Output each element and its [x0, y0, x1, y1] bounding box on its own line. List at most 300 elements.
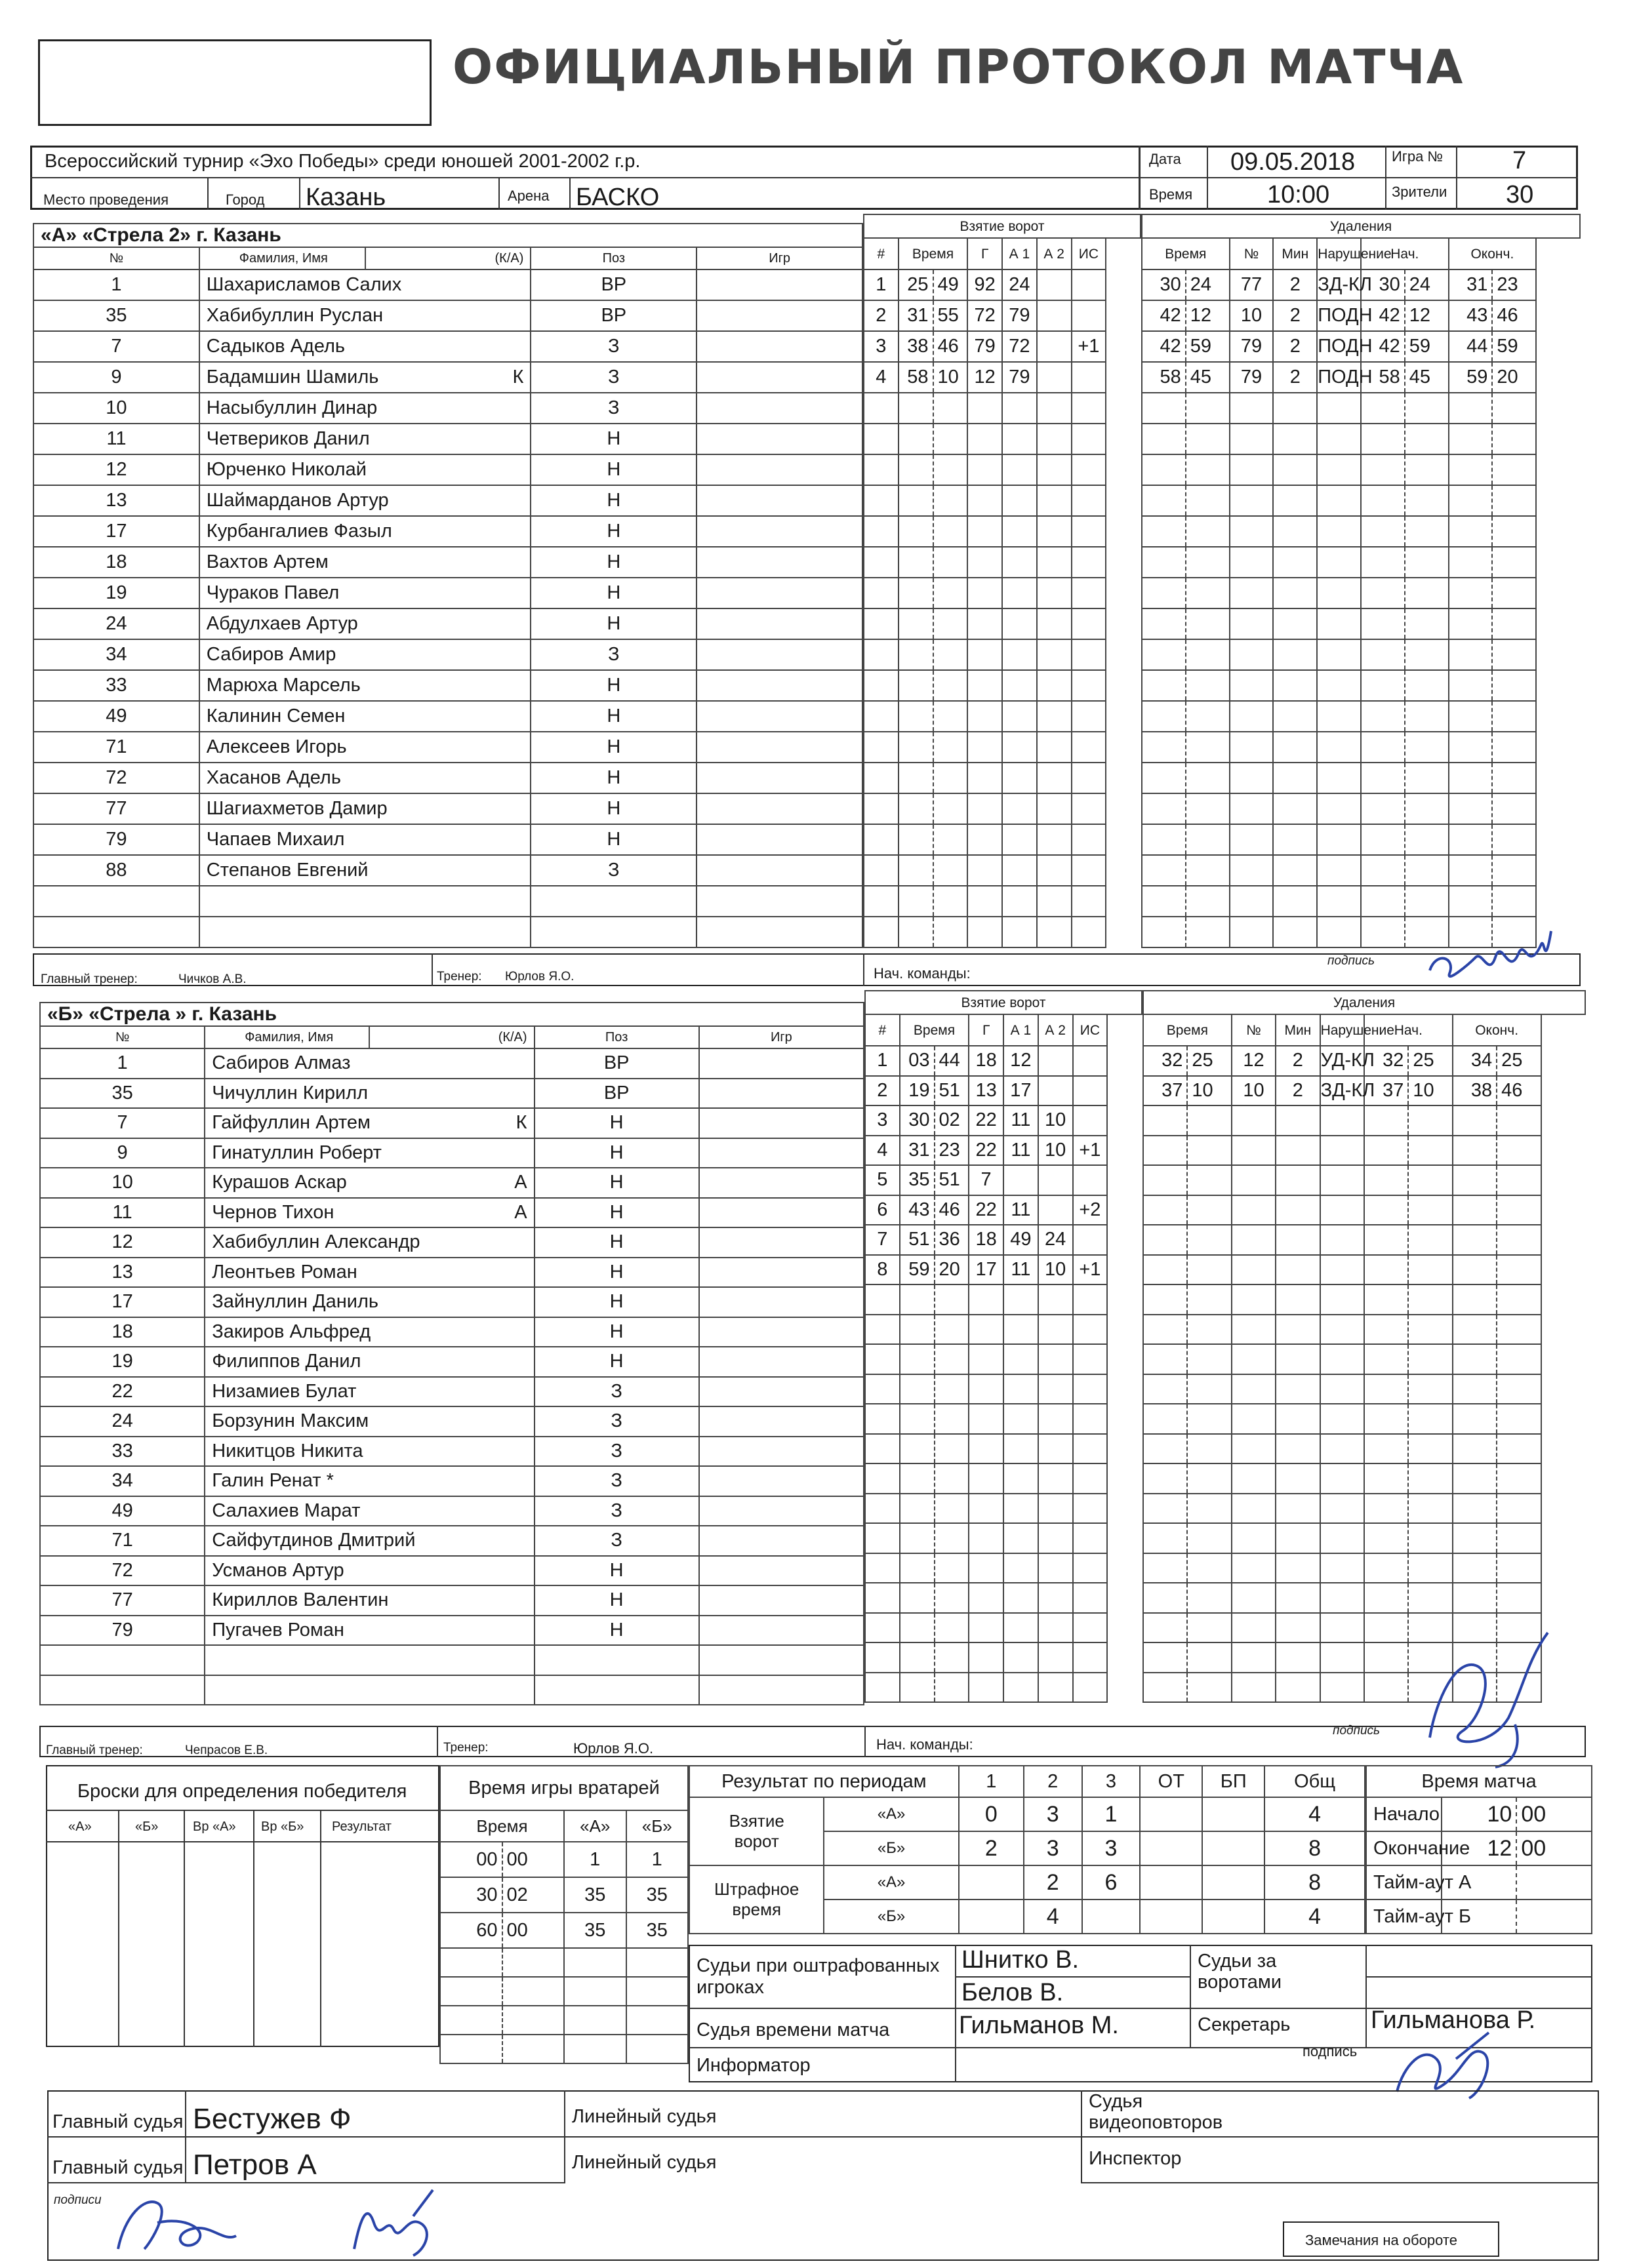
goal-number	[864, 608, 899, 639]
pen-start-second	[1405, 824, 1449, 855]
pen-end-second: 59	[1492, 331, 1536, 362]
period-value	[959, 1900, 1024, 1934]
pen-player: 79	[1230, 331, 1274, 362]
goal-row	[865, 1494, 1142, 1524]
pen-minutes: 2	[1276, 1076, 1320, 1106]
player-games	[697, 331, 862, 362]
pen-end-minute: 38	[1453, 1076, 1497, 1106]
pen-end-second	[1497, 1195, 1541, 1225]
pen-end-minute	[1449, 547, 1493, 578]
pen-minutes	[1276, 1195, 1320, 1225]
goal-scorer	[969, 1434, 1003, 1464]
player-position	[535, 1645, 699, 1675]
city-label: Город	[226, 191, 265, 208]
goal-second	[935, 1404, 969, 1434]
goal-strength	[1073, 1434, 1108, 1464]
goal-row	[864, 269, 1141, 300]
goal-scorer	[969, 1404, 1003, 1434]
goal-strength	[1072, 886, 1106, 917]
goal-scorer	[967, 485, 1002, 516]
period-value: 3	[1082, 1831, 1141, 1865]
col-goal-scorer: Г	[969, 1014, 1003, 1046]
goal-strength	[1072, 763, 1106, 793]
player-ka	[369, 1466, 534, 1496]
player-row	[33, 516, 862, 547]
penalty-row	[1143, 1076, 1585, 1106]
pen-header-row	[1142, 238, 1580, 269]
goal-row	[865, 1046, 1142, 1076]
goal-scorer	[967, 793, 1002, 824]
player-ka	[369, 1377, 534, 1407]
player-games	[699, 1227, 864, 1258]
goal-assist-1	[1003, 1494, 1038, 1524]
player-position: З	[531, 331, 697, 362]
pen-player	[1232, 1523, 1276, 1553]
pen-end-minute	[1453, 1165, 1497, 1195]
pen-second	[1187, 1344, 1231, 1374]
pen-second	[1186, 547, 1230, 578]
pen-start-minute	[1364, 1255, 1408, 1285]
player-ka	[365, 670, 531, 701]
period-value: 2	[959, 1831, 1024, 1865]
pen-player	[1230, 454, 1274, 485]
goal-second: 44	[935, 1046, 969, 1076]
col-goal-strength: ИС	[1072, 238, 1106, 269]
penalty-row	[1142, 393, 1580, 424]
player-games	[697, 824, 862, 855]
goal-assist-2	[1037, 331, 1072, 362]
goal-scorer: 22	[969, 1105, 1003, 1136]
player-row	[40, 1258, 864, 1288]
player-ka	[365, 639, 531, 670]
col-name: Фамилия, Имя	[199, 247, 365, 269]
pen-violation	[1320, 1225, 1364, 1255]
player-games	[697, 732, 862, 763]
goal-row	[864, 393, 1141, 424]
pen-end-minute	[1449, 639, 1493, 670]
player-row	[40, 1437, 864, 1467]
pen-start-minute: 58	[1361, 362, 1405, 393]
goal-row	[864, 763, 1141, 793]
goal-assist-1	[1002, 485, 1037, 516]
goal-scorer	[967, 824, 1002, 855]
player-name: Чапаев Михаил	[199, 824, 365, 855]
goal-strength	[1073, 1613, 1108, 1643]
goal-strength	[1072, 732, 1106, 763]
period-value	[1140, 1797, 1202, 1831]
goal-strength: +1	[1073, 1136, 1108, 1166]
pen-start-minute: 42	[1361, 300, 1405, 331]
player-row	[40, 1048, 864, 1079]
goals-title-row	[865, 991, 1142, 1014]
pen-end-minute	[1453, 1523, 1497, 1553]
penalty-row	[1143, 1136, 1585, 1166]
goal-strength	[1072, 824, 1106, 855]
goal-strength	[1072, 269, 1106, 300]
goal-minute	[899, 763, 933, 793]
pen-minute	[1142, 917, 1186, 947]
goalie-row	[440, 1948, 688, 1977]
goal-second	[933, 639, 968, 670]
goal-second	[933, 670, 968, 701]
goal-strength	[1073, 1165, 1108, 1195]
goal-row	[865, 1315, 1142, 1345]
pen-second	[1186, 608, 1230, 639]
goal-second	[933, 578, 968, 608]
player-name: Чураков Павел	[199, 578, 365, 608]
team-b-head-coach-label: Главный тренер:	[46, 1743, 143, 1757]
pen-violation	[1317, 547, 1361, 578]
player-ka	[369, 1258, 534, 1288]
goal-assist-2	[1038, 1404, 1073, 1434]
player-ka	[369, 1287, 534, 1317]
goal-assist-1	[1003, 1374, 1038, 1404]
goal-assist-1	[1002, 393, 1037, 424]
team-a-signature	[1410, 918, 1574, 990]
pen-start-second: 25	[1408, 1046, 1452, 1076]
goalie-second	[502, 1977, 565, 2006]
goal-row	[865, 1255, 1142, 1285]
goal-minute	[900, 1613, 935, 1643]
pen-second	[1187, 1613, 1231, 1643]
goal-number	[865, 1642, 900, 1673]
goal-row	[865, 1642, 1142, 1673]
player-number: 12	[33, 454, 199, 485]
col-goal-number: #	[865, 1014, 900, 1046]
goal-second: 51	[935, 1076, 969, 1106]
goalie-title-row	[440, 1766, 688, 1810]
goal-number: 2	[865, 1076, 900, 1106]
pen-start-minute	[1364, 1494, 1408, 1524]
goalie-minute	[440, 1977, 502, 2006]
player-ka	[369, 1317, 534, 1347]
pen-second	[1186, 485, 1230, 516]
player-position: З	[535, 1406, 699, 1437]
goal-assist-2	[1037, 424, 1072, 454]
pen-start-second	[1408, 1553, 1452, 1583]
pen-minutes	[1273, 393, 1317, 424]
goal-minute	[900, 1344, 935, 1374]
player-ka	[369, 1556, 534, 1586]
match-time-label: Тайм-аут А	[1366, 1865, 1442, 1900]
pen-end-minute	[1453, 1284, 1497, 1315]
goal-second	[933, 516, 968, 547]
goal-number	[864, 855, 899, 886]
player-number: 24	[40, 1406, 205, 1437]
player-games	[699, 1079, 864, 1109]
player-row	[33, 485, 862, 516]
pen-start-second	[1408, 1344, 1452, 1374]
goal-number	[864, 547, 899, 578]
mt-title-row	[1366, 1766, 1592, 1797]
period-value: 8	[1264, 1831, 1365, 1865]
player-games	[699, 1347, 864, 1377]
goal-strength	[1072, 424, 1106, 454]
player-ka: К	[369, 1108, 534, 1138]
player-position: Н	[531, 454, 697, 485]
pen-minutes	[1273, 732, 1317, 763]
pen-minute: 30	[1142, 269, 1186, 300]
player-position: Н	[535, 1258, 699, 1288]
pen-start-minute	[1361, 732, 1405, 763]
pen-player	[1232, 1583, 1276, 1613]
goal-strength	[1073, 1315, 1108, 1345]
goal-scorer	[967, 701, 1002, 732]
pen-player	[1232, 1673, 1276, 1703]
player-ka	[365, 485, 531, 516]
goal-second	[935, 1463, 969, 1494]
goal-assist-1	[1003, 1284, 1038, 1315]
goalie-second: 00	[502, 1842, 565, 1877]
player-name: Гинатуллин Роберт	[205, 1138, 369, 1168]
goals-header-row	[864, 238, 1141, 269]
player-row	[40, 1227, 864, 1258]
pen-player	[1230, 763, 1274, 793]
goal-number	[864, 732, 899, 763]
pen-minutes	[1273, 886, 1317, 917]
pen-end-minute	[1453, 1463, 1497, 1494]
player-position: ВР	[535, 1048, 699, 1079]
player-ka	[369, 1585, 534, 1616]
goal-strength	[1073, 1284, 1108, 1315]
player-row	[33, 793, 862, 824]
pen-player	[1230, 670, 1274, 701]
penalty-row	[1142, 547, 1580, 578]
pen-violation	[1320, 1105, 1364, 1136]
goal-number: 3	[864, 331, 899, 362]
goal-judges-label: Судьи за воротами	[1198, 1951, 1282, 1993]
goal-assist-1: 11	[1003, 1255, 1038, 1285]
player-number	[40, 1645, 205, 1675]
player-ka	[369, 1406, 534, 1437]
player-position: З	[535, 1437, 699, 1467]
pen-second: 24	[1186, 269, 1230, 300]
player-number: 9	[33, 362, 199, 393]
goal-row	[865, 1673, 1142, 1703]
goal-row	[865, 1165, 1142, 1195]
shootout-col-result: Результат	[332, 1820, 392, 1834]
pen-violation: УД-КЛ	[1320, 1046, 1364, 1076]
player-position: ВР	[531, 300, 697, 331]
goalie-b-number	[626, 2035, 689, 2063]
pen-start-second	[1405, 670, 1449, 701]
team-b-roster	[39, 1002, 864, 1705]
goal-assist-2	[1037, 670, 1072, 701]
pen-minutes: 2	[1273, 331, 1317, 362]
goal-row	[865, 1553, 1142, 1583]
pen-minute	[1143, 1404, 1187, 1434]
period-value	[1140, 1865, 1202, 1900]
col-pen-end: Оконч.	[1449, 238, 1537, 269]
goal-number	[865, 1284, 900, 1315]
pen-end-second	[1492, 578, 1536, 608]
penalty-row	[1142, 454, 1580, 485]
player-position: Н	[535, 1616, 699, 1646]
team-b-signature	[1417, 1620, 1567, 1777]
player-games	[699, 1377, 864, 1407]
penalty-row	[1143, 1404, 1585, 1434]
goal-row	[865, 1523, 1142, 1553]
goal-assist-2	[1037, 793, 1072, 824]
player-number: 19	[40, 1347, 205, 1377]
goal-strength	[1073, 1046, 1108, 1076]
pen-second	[1186, 701, 1230, 732]
goal-strength	[1072, 639, 1106, 670]
goal-strength	[1072, 547, 1106, 578]
goal-row	[864, 300, 1141, 331]
goal-row	[865, 1076, 1142, 1106]
player-name: Чичуллин Кирилл	[205, 1079, 369, 1109]
goal-number	[864, 763, 899, 793]
goal-assist-1	[1002, 886, 1037, 917]
pen-second	[1187, 1136, 1231, 1166]
goal-row	[864, 732, 1141, 763]
pen-end-second	[1497, 1374, 1541, 1404]
goal-scorer	[967, 578, 1002, 608]
secretary-signature-label: подпись	[1303, 2043, 1358, 2059]
pen-second	[1187, 1463, 1231, 1494]
player-row	[40, 1406, 864, 1437]
penalty-row	[1142, 362, 1580, 393]
goal-assist-1	[1002, 454, 1037, 485]
pen-start-minute	[1361, 485, 1405, 516]
player-number: 7	[40, 1108, 205, 1138]
goal-second	[935, 1642, 969, 1673]
pen-minute: 42	[1142, 331, 1186, 362]
goal-minute	[900, 1315, 935, 1345]
player-number: 1	[40, 1048, 205, 1079]
pen-minute	[1143, 1374, 1187, 1404]
player-row	[33, 886, 862, 917]
pen-start-second	[1408, 1404, 1452, 1434]
penalty-row	[1143, 1583, 1585, 1613]
player-games	[697, 855, 862, 886]
player-ka	[369, 1616, 534, 1646]
pen-player	[1230, 516, 1274, 547]
penalty-row	[1143, 1344, 1585, 1374]
player-row	[40, 1556, 864, 1586]
period-col-4: БП	[1202, 1766, 1264, 1797]
player-games	[697, 454, 862, 485]
penalty-row	[1142, 269, 1580, 300]
player-row	[40, 1198, 864, 1228]
goal-number	[865, 1673, 900, 1703]
pen-second: 12	[1186, 300, 1230, 331]
player-name: Закиров Альфред	[205, 1317, 369, 1347]
player-row	[40, 1138, 864, 1168]
goals-title: Взятие ворот	[865, 991, 1142, 1014]
pen-second	[1186, 393, 1230, 424]
player-row	[33, 454, 862, 485]
pen-start-second: 45	[1405, 362, 1449, 393]
goal-scorer	[969, 1315, 1003, 1345]
pen-end-second	[1492, 608, 1536, 639]
pen-player	[1232, 1136, 1276, 1166]
goal-assist-2	[1037, 763, 1072, 793]
pen-minutes	[1273, 855, 1317, 886]
spectators-value: 30	[1506, 181, 1534, 209]
goal-strength	[1073, 1583, 1108, 1613]
col-goalie-b: «Б»	[626, 1810, 689, 1842]
pen-second	[1186, 763, 1230, 793]
player-number: 33	[40, 1437, 205, 1467]
goal-number	[865, 1583, 900, 1613]
player-name: Бадамшин Шамиль	[199, 362, 365, 393]
goal-second: 10	[933, 362, 968, 393]
pen-end-minute	[1449, 763, 1493, 793]
player-name: Алексеев Игорь	[199, 732, 365, 763]
pen-minutes	[1276, 1315, 1320, 1345]
goal-scorer: 22	[969, 1195, 1003, 1225]
player-name: Кириллов Валентин	[205, 1585, 369, 1616]
pen-end-minute	[1449, 578, 1493, 608]
team-b-coach-label: Тренер:	[443, 1741, 489, 1755]
goalie-row	[440, 1913, 688, 1948]
goalie-a-number: 35	[564, 1913, 626, 1948]
player-ka	[365, 393, 531, 424]
player-games	[699, 1287, 864, 1317]
player-position: З	[531, 855, 697, 886]
referee-2-label: Главный судья	[52, 2157, 184, 2178]
pen-minute	[1142, 608, 1186, 639]
pen-end-minute	[1449, 701, 1493, 732]
period-value: 4	[1264, 1900, 1365, 1934]
period-value	[1140, 1900, 1202, 1934]
pen-player	[1232, 1642, 1276, 1673]
goal-number	[865, 1613, 900, 1643]
goal-minute: 51	[900, 1225, 935, 1255]
goal-number: 4	[865, 1136, 900, 1166]
goal-minute: 59	[900, 1255, 935, 1285]
goal-number	[865, 1523, 900, 1553]
goal-second	[935, 1434, 969, 1464]
pen-minutes	[1273, 608, 1317, 639]
player-number: 33	[33, 670, 199, 701]
pen-end-second	[1492, 424, 1536, 454]
pen-minutes	[1273, 454, 1317, 485]
player-position: Н	[535, 1556, 699, 1586]
player-position: Н	[535, 1585, 699, 1616]
pen-second	[1187, 1434, 1231, 1464]
player-row	[33, 424, 862, 454]
goal-assist-1	[1002, 917, 1037, 947]
pen-minute	[1143, 1583, 1187, 1613]
pen-player	[1230, 639, 1274, 670]
pen-end-second	[1497, 1583, 1541, 1613]
pen-end-minute	[1453, 1583, 1497, 1613]
player-number: 19	[33, 578, 199, 608]
penalty-row	[1142, 855, 1580, 886]
goal-number	[865, 1404, 900, 1434]
player-name: Хабибуллин Александр	[205, 1227, 369, 1258]
pen-end-second	[1497, 1136, 1541, 1166]
match-time-second	[1516, 1900, 1592, 1934]
penalty-row	[1143, 1463, 1585, 1494]
period-col-5: Общ	[1264, 1766, 1365, 1797]
pen-start-second	[1405, 424, 1449, 454]
player-number: 49	[40, 1496, 205, 1526]
player-number: 49	[33, 701, 199, 732]
col-goalie-time: Время	[440, 1810, 564, 1842]
player-ka	[369, 1079, 534, 1109]
goal-second	[933, 824, 968, 855]
player-name: Низамиев Булат	[205, 1377, 369, 1407]
goal-assist-2	[1038, 1434, 1073, 1464]
goal-number	[864, 701, 899, 732]
pen-second	[1187, 1165, 1231, 1195]
goal-strength	[1072, 485, 1106, 516]
goal-strength	[1073, 1553, 1108, 1583]
